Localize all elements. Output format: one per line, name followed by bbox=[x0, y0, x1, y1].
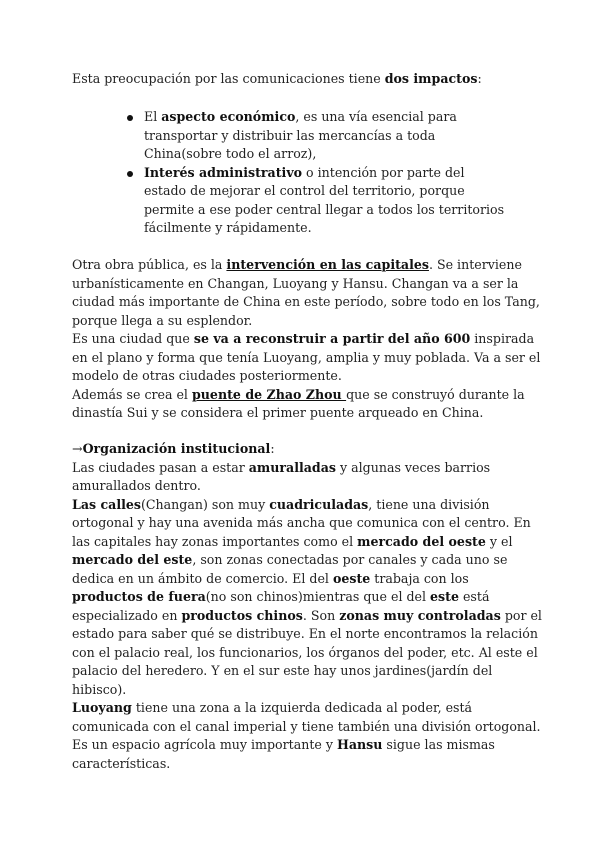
section-organizacion bbox=[72, 440, 542, 773]
bold-underlined-text: intervención en las capitales bbox=[226, 257, 429, 272]
text-run: (no son chinos)mientras que el del bbox=[205, 589, 431, 604]
bold-underlined-text: puente de Zhao Zhou bbox=[191, 386, 347, 402]
text-run: Otra obra pública, es la bbox=[72, 257, 227, 272]
text-run: . Se interviene urbanísticamente en Changan, Luoyang y Hansu. Changan va a ser la ciudad más importante de China en este período, sobre todo en los Tang, porque llega a su esplendor. bbox=[72, 257, 540, 328]
bold-text: este bbox=[430, 589, 459, 604]
text-run: inspirada en el plano y forma que tenía Luoyang, amplia y muy poblada. Va a ser el modelo de otras ciudades posteriormente. bbox=[72, 331, 541, 383]
impacts-list bbox=[127, 108, 507, 238]
text-run: y el bbox=[485, 533, 513, 549]
bold-text: Luoyang bbox=[72, 700, 132, 715]
paragraph-puente bbox=[72, 386, 542, 423]
section-heading bbox=[72, 440, 542, 459]
bold-text: mercado del oeste bbox=[357, 533, 486, 549]
text-run: trabaja con los bbox=[370, 570, 469, 586]
text-run: Es una ciudad que bbox=[72, 331, 194, 346]
text-run: que se construyó durante la dinastía Sui y se considera el primer puente arqueado en China. bbox=[72, 386, 525, 420]
bold-text: Las calles bbox=[72, 496, 141, 512]
bullet-text: , es una vía esencial para transportar y distribuir las mercancías a toda China(sobre todo el arroz), bbox=[144, 109, 457, 161]
text-run: Las ciudades pasan a estar bbox=[72, 459, 249, 475]
paragraph-calles bbox=[72, 496, 542, 700]
bullet-icon bbox=[127, 115, 133, 121]
paragraph-capitales bbox=[72, 256, 542, 330]
bullet-text: El bbox=[144, 109, 162, 124]
bold-text: se va a reconstruir a partir del año 600 bbox=[193, 331, 471, 346]
bold-text: oeste bbox=[332, 570, 371, 586]
list-item bbox=[127, 164, 507, 238]
text-run: tiene una zona a la izquierda dedicada al poder, está comunicada con el canal imperial y tiene también una división ortogonal. Es un espacio agrícola muy importante y bbox=[72, 700, 541, 752]
bold-text: productos chinos bbox=[181, 607, 303, 623]
bold-text: zonas muy controladas bbox=[339, 607, 501, 623]
list-item bbox=[127, 108, 507, 164]
intro-bold: dos impactos bbox=[384, 71, 478, 86]
text-run: sigue las mismas características. bbox=[72, 737, 495, 771]
text-run: (Changan) son muy bbox=[141, 496, 270, 512]
paragraph-amuralladas bbox=[72, 459, 542, 496]
paragraph-reconstruccion bbox=[72, 330, 542, 386]
intro-paragraph bbox=[72, 70, 542, 89]
section-title: Organización institucional bbox=[82, 441, 271, 456]
bold-text: cuadriculadas bbox=[269, 496, 369, 512]
arrow-icon: → bbox=[72, 441, 83, 456]
body-text bbox=[72, 256, 542, 423]
text-run: , son zonas conectadas por canales y cada uno se dedica en un ámbito de comercio. El del bbox=[72, 552, 508, 586]
text-run: está especializado en bbox=[72, 589, 490, 623]
text-run: : bbox=[270, 441, 275, 456]
bold-text: mercado del este bbox=[72, 552, 193, 567]
text-run: , tiene una división ortogonal y hay una avenida más ancha que comunica con el centro. En las capitales hay zonas importantes como el bbox=[72, 496, 531, 549]
text-run: Además se crea el bbox=[72, 386, 192, 402]
intro-colon: : bbox=[477, 71, 482, 86]
bullet-icon bbox=[127, 171, 133, 177]
bullet-text: o intención por parte del estado de mejorar el control del territorio, porque permite a ese poder central llegar a todos los territorios fácilmente y rápidamente. bbox=[144, 164, 505, 235]
bullet-bold: Interés administrativo bbox=[144, 164, 303, 180]
bold-text: productos de fuera bbox=[72, 589, 206, 604]
text-run: y algunas veces barrios amurallados dentro. bbox=[72, 459, 491, 493]
text-run: por el estado para saber qué se distribuye. En el norte encontramos la relación con el palacio real, los funcionarios, los órganos del poder, etc. Al este el palacio del heredero. Y en el sur este hay unos jardines(jardín del hibisco). bbox=[72, 607, 542, 697]
intro-text: Esta preocupación por las comunicaciones tiene bbox=[72, 71, 385, 86]
bullet-bold: aspecto económico bbox=[161, 109, 296, 124]
bold-text: Hansu bbox=[336, 737, 383, 752]
paragraph-luoyang bbox=[72, 699, 542, 773]
bold-text: amuralladas bbox=[248, 459, 336, 475]
text-run: . Son bbox=[302, 607, 340, 623]
